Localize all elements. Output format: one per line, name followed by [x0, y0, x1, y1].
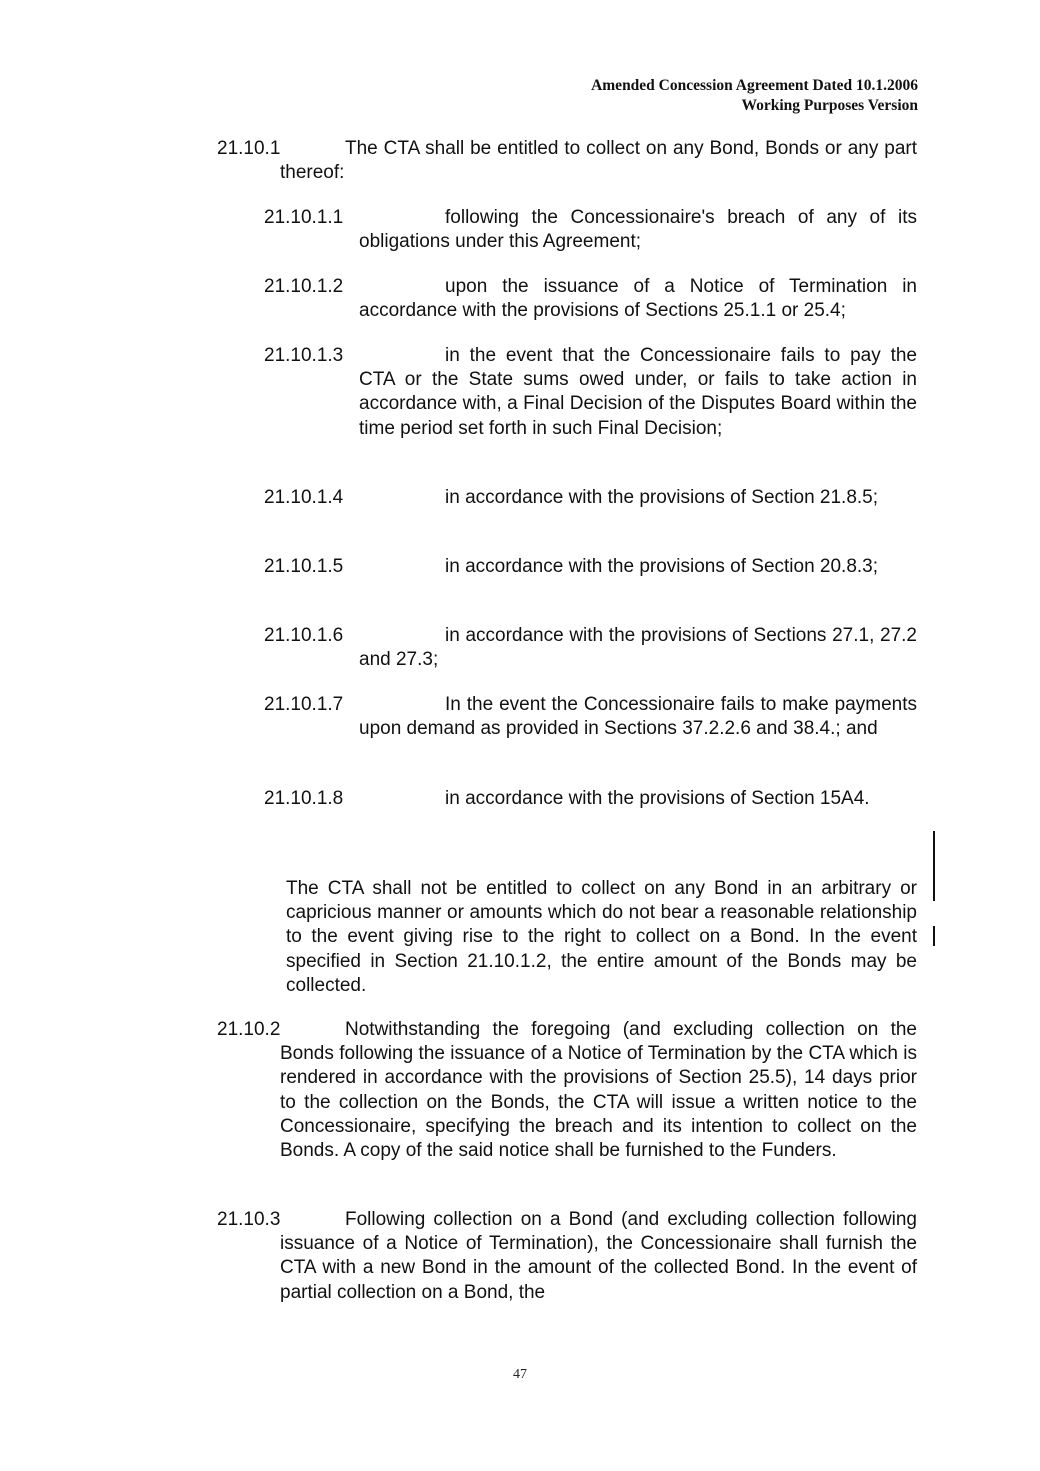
section-number: 21.10.1 [217, 138, 281, 159]
subsection-text: following the Concessionaire's breach of any of its obligations under this Agreement; [359, 207, 917, 253]
section-number: 21.10.3 [217, 1209, 281, 1230]
revision-bar [933, 831, 935, 901]
subsection-21-10-1-2 [264, 275, 917, 323]
subsection-21-10-1-7 [264, 693, 917, 741]
subsection-text: in accordance with the provisions of Section 15A4. [445, 788, 870, 809]
subsection-text: In the event the Concessionaire fails to make payments upon demand as provided in Sections 37.2.2.6 and 38.4.; and [359, 694, 917, 740]
subsection-21-10-1-4 [264, 486, 917, 510]
subsection-21-10-1-5 [264, 555, 917, 579]
section-21-10-3 [217, 1208, 917, 1305]
header-version: Working Purposes Version [741, 97, 918, 114]
revision-bar [933, 926, 935, 946]
section-text: The CTA shall be entitled to collect on any Bond, Bonds or any part thereof: [280, 138, 917, 184]
section-21-10-1 [217, 137, 917, 185]
subsection-number: 21.10.1.1 [264, 207, 344, 228]
subsection-text: in accordance with the provisions of Sections 27.1, 27.2 and 27.3; [359, 625, 917, 671]
page-number: 47 [513, 1367, 527, 1382]
subsection-number: 21.10.1.2 [264, 276, 344, 297]
subsection-text: in the event that the Concessionaire fails to pay the CTA or the State sums owed under, or fails to take action in accordance with, a Final Decision of the Disputes Board within the time period set forth in such Final Decision; [359, 345, 917, 439]
subsection-text: in accordance with the provisions of Section 21.8.5; [445, 487, 879, 508]
subsection-number: 21.10.1.4 [264, 487, 344, 508]
subsection-text: in accordance with the provisions of Section 20.8.3; [445, 556, 879, 577]
subsection-number: 21.10.1.7 [264, 694, 344, 715]
section-number: 21.10.2 [217, 1019, 281, 1040]
subsection-number: 21.10.1.8 [264, 788, 344, 809]
section-text: Following collection on a Bond (and excluding collection following issuance of a Notice of Termination), the Concessionaire shall furnish the CTA with a new Bond in the amount of the collected Bond. In the event of partial collection on a Bond, the [280, 1209, 917, 1303]
section-text: Notwithstanding the foregoing (and excluding collection on the Bonds following the issuance of a Notice of Termination by the CTA which is rendered in accordance with the provisions of Section 25.5), 14 days prior to the collection on the Bonds, the CTA will issue a written notice to the Concessionaire, specifying the breach and its intention to collect on the Bonds. A copy of the said notice shall be furnished to the Funders. [280, 1019, 917, 1162]
subsection-number: 21.10.1.5 [264, 556, 344, 577]
subsection-number: 21.10.1.6 [264, 625, 344, 646]
subsection-number: 21.10.1.3 [264, 345, 344, 366]
document-header [591, 76, 918, 116]
subsection-21-10-1-3 [264, 344, 917, 441]
subsection-21-10-1-8 [264, 787, 917, 811]
subsection-21-10-1-6 [264, 624, 917, 672]
section-21-10-2 [217, 1018, 917, 1163]
header-title: Amended Concession Agreement Dated 10.1.2006 [591, 77, 918, 94]
subsection-21-10-1-1 [264, 206, 917, 254]
subsection-text: upon the issuance of a Notice of Termination in accordance with the provisions of Sections 25.1.1 or 25.4; [359, 276, 917, 322]
collection-limitation-paragraph: The CTA shall not be entitled to collect on any Bond in an arbitrary or capricious manner or amounts which do not bear a reasonable relationship to the event giving rise to the right to collect on a Bond. In the event specified in Section 21.10.1.2, the entire amount of the Bonds may be collected. [286, 878, 917, 996]
